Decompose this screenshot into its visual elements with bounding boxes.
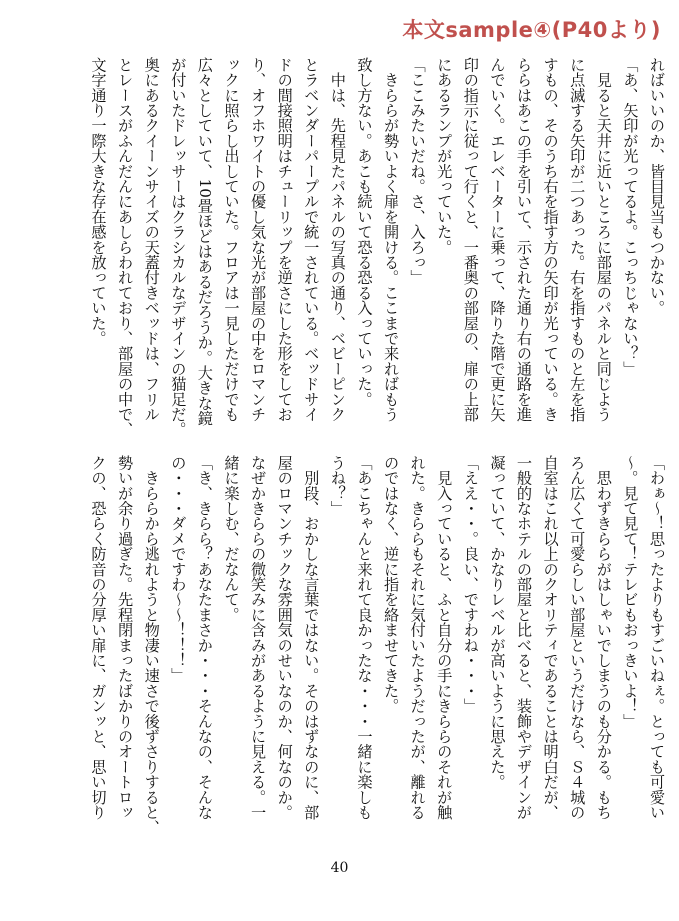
- text-line: 別段、おかしな言葉ではない。そのはずなのに、部: [302, 455, 321, 820]
- page-number: 40: [330, 860, 349, 876]
- text-line: 自室はこれ以上のクオリティであることは明白だが、: [541, 455, 560, 820]
- text-line: とラベンダーパープルで統一されている。ベッドサイ: [302, 57, 321, 422]
- text-line: ックに照らし出していた。フロアは一見しただけでも: [222, 57, 241, 422]
- text-line: 見ると天井に近いところに部屋のパネルと同じよう: [594, 57, 613, 422]
- text-line: 奥にあるクイーンサイズの天蓋付きベッドは、フリル: [142, 57, 161, 422]
- text-line: ドの間接照明はチューリップを逆さにした形をしてお: [275, 57, 294, 422]
- text-block-top: [72, 57, 670, 442]
- text-line: 思わずきららがはしゃいでしまうのも分かる。もち: [594, 455, 613, 820]
- text-line: り、オフホワイトの優し気な光が部屋の中をロマンチ: [249, 57, 268, 422]
- text-line: にあるランプが光っていた。: [435, 57, 454, 255]
- text-line: が付いたドレッサーはクラシカルなデザインの猫足だ。: [169, 57, 188, 437]
- text-line: 「あこちゃんと来れて良かったな・・・一緒に楽しも: [355, 455, 374, 820]
- text-line: とレースがふんだんにあしらわれており、部屋の中で、: [116, 57, 135, 437]
- text-line: 屋のロマンチックな雰囲気のせいなのか、何なのか。: [275, 455, 294, 820]
- text-line: のではなく、逆に指を絡ませてきた。: [382, 455, 401, 714]
- text-line: に点滅する矢印が二つあった。右を指すものと左を指: [568, 57, 587, 422]
- text-line: 広々としていて、10畳ほどはあるだろうか。大きな鏡: [195, 57, 214, 426]
- text-line: 致し方ない。あこも続いて恐る恐る入っていった。: [355, 57, 374, 407]
- text-line: 凝っていて、かなりレベルが高いように思えた。: [488, 455, 507, 790]
- text-line: なぜかきららの微笑みに含みがあるように見える。一: [249, 455, 268, 820]
- text-line: んでいく。エレベーターに乗って、降りた階で更に矢: [488, 57, 507, 422]
- text-line: ららはあこの手を引いて、示された通り右の通路を進: [515, 57, 534, 422]
- text-line: 「ここみたいだね。さ、入ろっ」: [408, 57, 427, 285]
- text-line: 緒に楽しむ、だなんて。: [222, 455, 241, 623]
- text-line: きららが勢いよく扉を開ける。ここまで来ればもう: [382, 57, 401, 422]
- text-line: の・・・ダメですわ～～！！！」: [169, 455, 188, 683]
- text-line: 「ええ・・。良い、ですわね・・・」: [461, 455, 480, 714]
- text-line: 「き、きらら？あなたまさか・・・そんなの、そんな: [195, 455, 214, 820]
- text-line: 中は、先程見たパネルの写真の通り、ベビーピンク: [328, 57, 347, 422]
- text-line: 文字通り一際大きな存在感を放っていた。: [89, 57, 108, 346]
- text-line: ろん広くて可愛らしい部屋というだけなら、Ｓ４城の: [568, 455, 587, 820]
- text-line: 「わぁ～！思ったよりもすごいねぇ。とっても可愛い: [648, 455, 666, 820]
- text-line: ～。見て見て！テレビもおっきいよ！」: [621, 455, 640, 729]
- text-line: 勢いが余り過ぎた。先程閉まったばかりのオートロッ: [116, 455, 135, 820]
- text-line: きららから逃れようと物凄い速さで後ずさりすると、: [142, 455, 161, 835]
- text-line: 一般的なホテルの部屋と比べると、装飾やデザインが: [515, 455, 534, 820]
- text-line: ればいいのか、皆目見当もつかない。: [648, 57, 666, 316]
- text-line: うね？」: [328, 455, 347, 516]
- page-title: 本文sample④(P40より): [402, 18, 661, 42]
- text-line: クの、恐らく防音の分厚い扉に、ガンッと、思い切り: [89, 455, 108, 820]
- text-line: 「あ、矢印が光ってるよ。こっちじゃない？」: [621, 57, 640, 377]
- text-line: 見入っていると、ふと自分の手にきららのそれが触: [435, 455, 454, 820]
- text-line: すもの、そのうち右を指す方の矢印が光っている。き: [541, 57, 560, 422]
- text-line: 印の指示に従って行くと、一番奥の部屋の、扉の上部: [461, 57, 480, 422]
- text-line: れた。きららもそれに気付いたようだったが、離れる: [408, 455, 427, 820]
- text-block-bottom: [72, 455, 670, 840]
